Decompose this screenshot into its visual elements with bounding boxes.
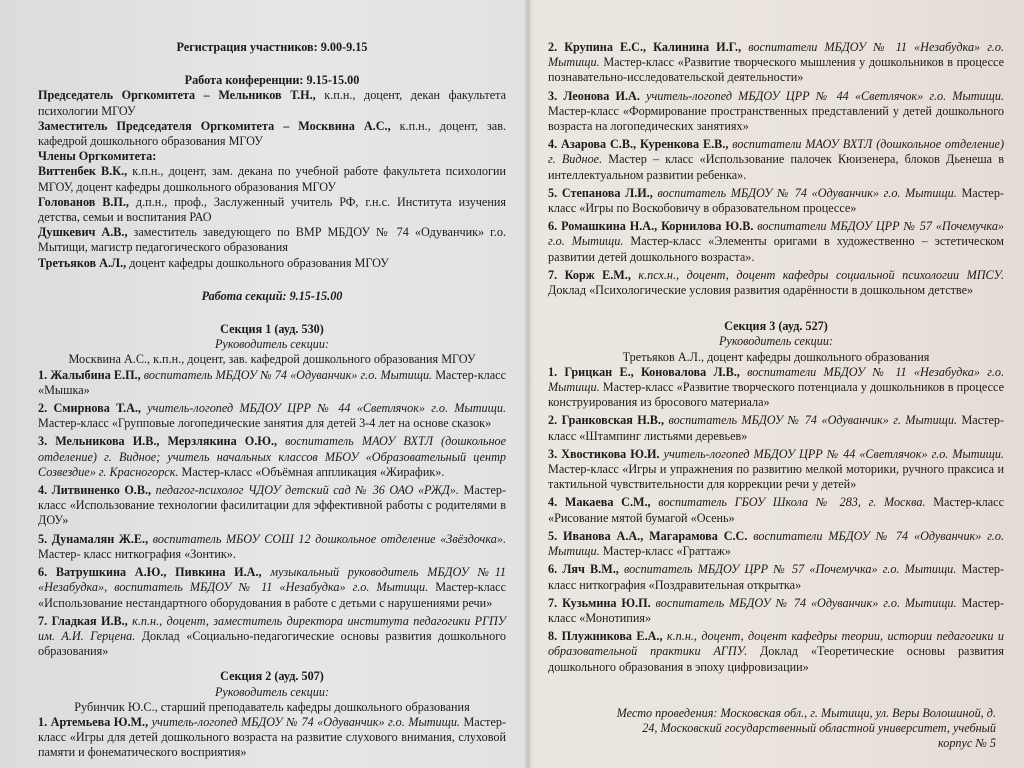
section-title: Секция 3 (ауд. 527) <box>724 319 828 334</box>
list-item: 7. Кузьмина Ю.П. воспитатель МБДОУ № 74 «Одуванчик» г.о. Мытищи. Мастер-класс «Монотипия» <box>548 595 1004 625</box>
committee-list <box>38 88 506 149</box>
list-item: 4. Азарова С.В., Куренкова Е.В., воспитатели МАОУ ВХТЛ (дошкольное отделение) г. Видное. Мастер – класс «Использование палочек Кюизенера, блоков Дьенеша в интеллектуальном развитии ребенка». <box>548 137 1005 182</box>
members-list <box>38 164 506 270</box>
section-leader: Рубинчик Ю.С., старший преподаватель кафедры дошкольного образования <box>74 699 470 714</box>
section-3 <box>548 319 1004 674</box>
list-item: 2. Смирнова Т.А., учитель-логопед МБДОУ ЦРР № 44 «Светлячок» г.о. Мытищи. Мастер-класс «Групповые логопедические занятия для детей 3-4 лет на основе сказок» <box>38 401 506 431</box>
section-2 <box>38 669 506 760</box>
committee-deputy: Заместитель Председателя Оргкомитета – Москвина А.С., к.п.н., доцент, зав. кафедрой дошкольного образования МГОУ <box>38 118 507 149</box>
member-item: Душкевич А.В., заместитель заведующего по ВМР МБДОУ № 74 «Одуванчик» г.о. Мытищи, магистр педагогического образования <box>38 225 506 255</box>
list-item: 1. Грицкан Е., Коновалова Л.В., воспитатели МБДОУ № 11 «Незабудка» г.о. Мытищи. Мастер-класс «Развитие творческого потенциала у дошкольников в процессе конструирования из бросового материала» <box>548 364 1005 410</box>
list-item: 1. Жалыбина Е.П., воспитатель МБДОУ № 74 «Одуванчик» г.о. Мытищи. Мастер-класс «Мышка» <box>38 367 506 397</box>
list-item: 8. Плужникова Е.А., к.п.н., доцент, доцент кафедры теории, истории педагогики и образовательной практики АГПУ. Доклад «Теоретические основы развития дошкольного образования в эпоху цифровизации» <box>548 629 1005 674</box>
conference-time: Работа конференции: 9.15-15.00 <box>184 73 360 88</box>
member-item: Голованов В.П., д.п.н., проф., Заслуженный учитель РФ, г.н.с. Института изучения детства, семьи и воспитания РАО <box>38 194 506 225</box>
registration-time: Регистрация участников: 9.00-9.15 <box>176 40 368 54</box>
committee-chair: Председатель Оргкомитета – Мельников Т.Н., к.п.н., доцент, декан факультета психологии МГОУ <box>38 88 507 118</box>
member-item: Виттенбек В.К., к.п.н., доцент, зам. декана по учебной работе факультета психологии МГОУ, доцент кафедры дошкольного образования МГОУ <box>38 164 506 194</box>
section-leader: Москвина А.С., к.п.н., доцент, зав. кафедрой дошкольного образования МГОУ <box>68 352 476 367</box>
page-fold <box>524 0 534 768</box>
list-item: 4. Литвиненко О.В., педагог-психолог ЧДОУ детский сад № 36 ОАО «РЖД». Мастер-класс «Использование технологии фасилитации для эффективной работы с родителями в ДОУ» <box>38 483 507 528</box>
list-item: 3. Хвостикова Ю.И. учитель-логопед МБДОУ ЦРР № 44 «Светлячок» г.о. Мытищи. Мастер-класс «Игры и упражнения по развитию мелкой моторики, ручного праксиса и тактильной чувствительности для коррекции речи у детей» <box>548 446 1004 492</box>
list-item: 6. Ватрушкина А.Ю., Пивкина И.А., музыкальный руководитель МБДОУ №11 «Незабудка», воспитатель МБДОУ № 11 «Незабудка» г.о. Мытищи. Мастер-класс «Использование нестандартного оборудования в работе с детьми с нарушениями речи» <box>38 565 506 610</box>
section-leader-label: Руководитель секции: <box>718 334 834 349</box>
list-item: 5. Степанова Л.И., воспитатель МБДОУ № 74 «Одуванчик» г.о. Мытищи. Мастер-класс «Игры по Воскобовичу в образовательном процессе» <box>548 185 1004 216</box>
list-item: 7. Корж Е.М., к.псх.н., доцент, доцент кафедры социальной психологии МПСУ. Доклад «Психологические условия развития одарённости в дошкольном детстве» <box>548 267 1005 298</box>
list-item: 3. Леонова И.А. учитель-логопед МБДОУ ЦРР № 44 «Светлячок» г.о. Мытищи. Мастер-класс «Формирование пространственных представлений у детей дошкольного возраста на логопедических занятиях» <box>548 88 1004 134</box>
list-item: 3. Мельникова И.В., Мерзлякина О.Ю., воспитатель МАОУ ВХТЛ (дошкольное отделение) г. Видное; учитель начальных классов МБОУ «Образовательный центр Созвездие» г. Красногорск. Мастер-класс «Объёмная аппликация «Жирафик». <box>38 434 506 479</box>
list-item: 5. Дунамалян Ж.Е., воспитатель МБОУ СОШ 12 дошкольное отделение «Звёздочка». Мастер- класс ниткография «Зонтик». <box>38 531 507 561</box>
list-item: 2. Крупина Е.С., Калинина И.Г., воспитатели МБДОУ № 11 «Незабудка» г.о. Мытищи. Мастер-класс «Развитие творческого мышления у дошкольников в процессе познавательно-исследовательской деятельности» <box>548 40 1004 85</box>
right-page <box>528 0 1024 768</box>
list-item: 6. Ромашкина Н.А., Корнилова Ю.В. воспитатели МБДОУ ЦРР № 57 «Почемучка» г.о. Мытищи. Мастер-класс «Элементы оригами в художественно – эстетическом развитии детей дошкольного возраста». <box>548 219 1005 264</box>
section-title: Секция 1 (ауд. 530) <box>220 322 324 337</box>
members-title: Члены Оргкомитета: <box>38 149 157 164</box>
list-item: 7. Гладкая И.В., к.п.н., доцент, заместитель директора института педагогики РГПУ им. А.И. Герцена. Доклад «Социально-педагогические основы развития дошкольного образования» <box>38 613 507 659</box>
sections-time: Работа секций: 9.15-15.00 <box>201 288 343 303</box>
list-item: 6. Ляч В.М., воспитатель МБДОУ ЦРР № 57 «Почемучка» г.о. Мытищи. Мастер-класс ниткография «Поздравительная открытка» <box>548 562 1005 592</box>
section-leader: Третьяков А.Л., доцент кафедры дошкольного образования <box>622 349 930 364</box>
list-item: 5. Иванова А.А., Магарамова С.С. воспитатели МБДОУ № 74 «Одуванчик» г.о. Мытищи. Мастер-класс «Граттаж» <box>548 528 1004 559</box>
venue-note: Место проведения: Московская обл., г. Мытищи, ул. Веры Волошиной, д. 24, Московский государственный областной университет, учебный корпус № 5 <box>616 706 996 751</box>
list-item: 1. Артемьева Ю.М., учитель-логопед МБДОУ № 74 «Одуванчик» г.о. Мытищи. Мастер-класс «Игры для детей дошкольного возраста на развитие слухового внимания, слуховой памяти и фонематического восприятия» <box>38 714 507 760</box>
section-2-continued <box>548 40 1004 298</box>
list-item: 2. Гранковская Н.В., воспитатель МБДОУ № 74 «Одуванчик» г. Мытищи. Мастер-класс «Штампинг листьями деревьев» <box>548 413 1005 443</box>
section-title: Секция 2 (ауд. 507) <box>220 669 324 684</box>
section-1 <box>38 322 506 659</box>
list-item: 4. Макаева С.М., воспитатель ГБОУ Школа № 283, г. Москва. Мастер-класс «Рисование мятой бумагой «Осень» <box>548 495 1004 525</box>
section-leader-label: Руководитель секции: <box>214 684 330 699</box>
section-leader-label: Руководитель секции: <box>214 337 330 352</box>
member-item: Третьяков А.Л., доцент кафедры дошкольного образования МГОУ <box>38 255 389 270</box>
